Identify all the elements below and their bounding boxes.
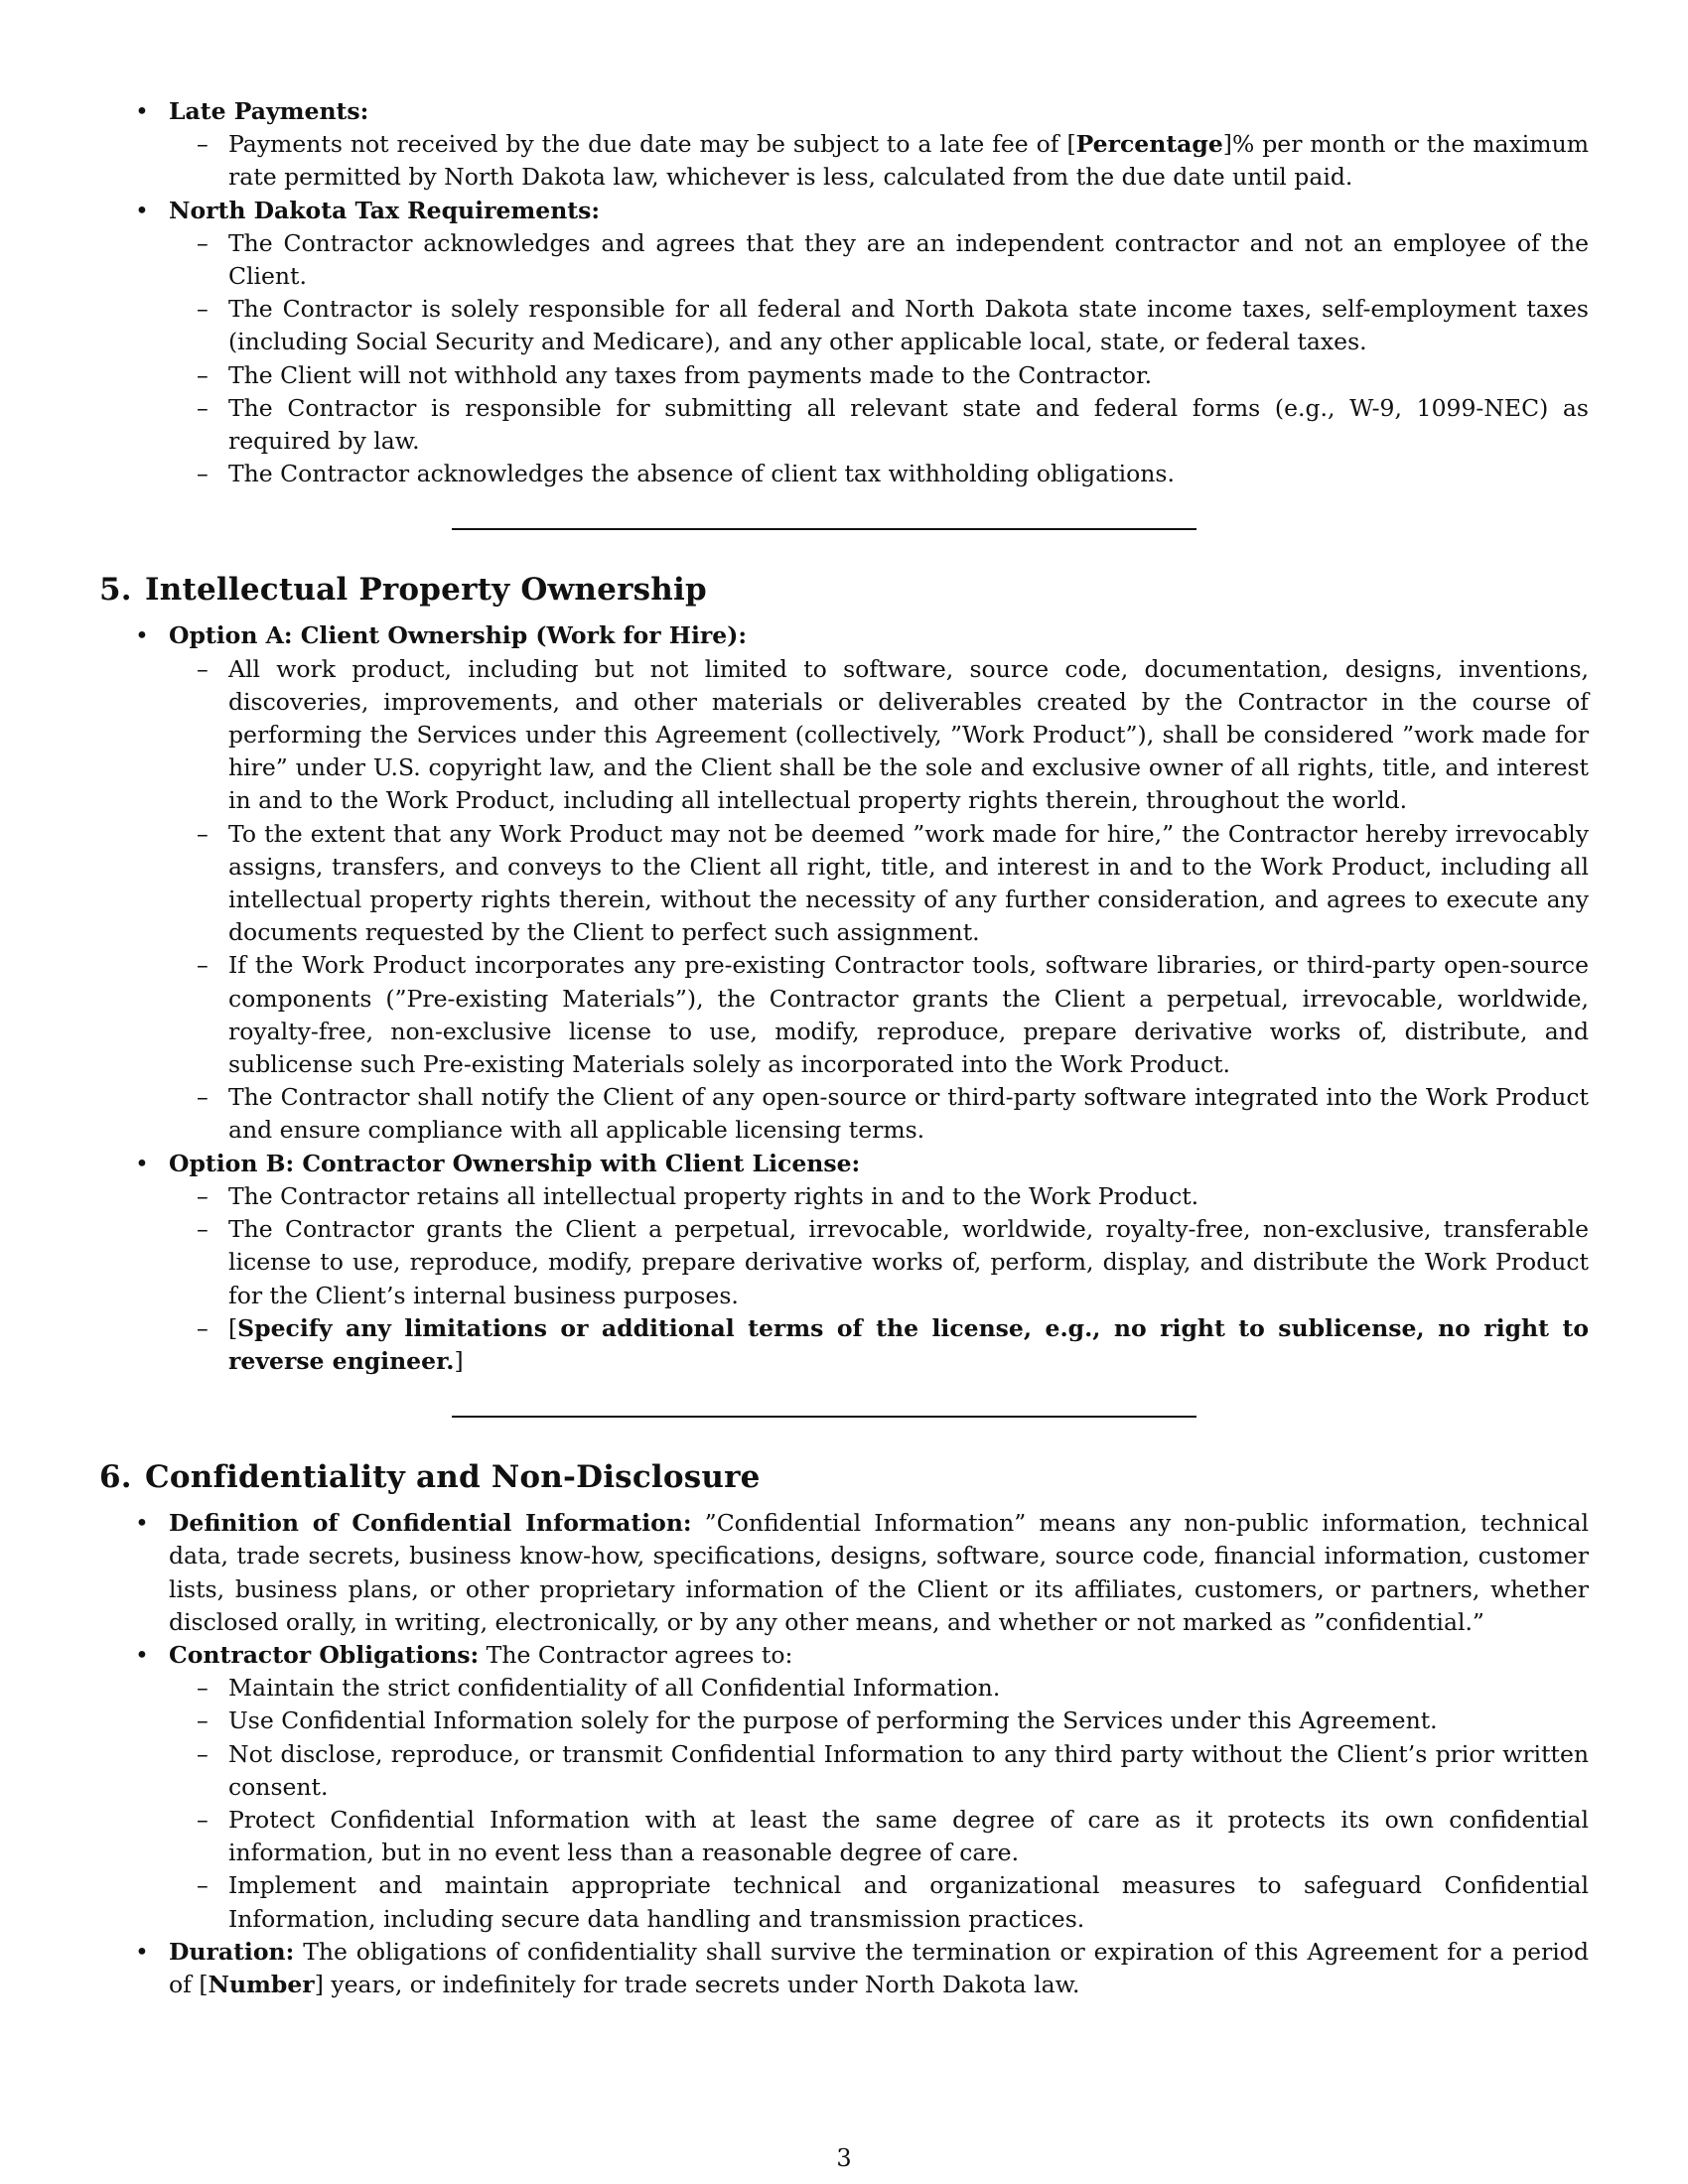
section-6-list (99, 1507, 1589, 2001)
tax-clause: – The Client will not withhold any taxes from payments made to the Contractor. (99, 359, 1589, 392)
late-payments-item (99, 95, 1589, 195)
option-a-clause: – The Contractor shall notify the Client of any open-source or third-party software integrated into the Work Product and ensure compliance with all applicable licensing terms. (99, 1081, 1589, 1147)
definition-heading: Definition of Confidential Information: (169, 1509, 692, 1538)
obligations-item: • Contractor Obligations: The Contractor agrees to: – Maintain the strict confidentiality of all Confidential Information. – Use Confidential Information solely for the purpose of performing the Services under this Agreement. – Not disclose, reproduce, or transmit Confidential Information to any third party without the Client’s prior written consent. – Protect Confidential Information with at least the same degree of care as it protects its own confidential information, but in no event less than a reasonable degree of care. – Implement and maintain appropriate technical and organizational measures to safeguard Confidential Information, including secure data handling and transmission practices. (99, 1639, 1589, 1936)
section-5-list (99, 619, 1589, 1378)
section-6-heading: 6. Confidentiality and Non-Disclosure (99, 1459, 761, 1496)
tax-clause: – The Contractor is responsible for submitting all relevant state and federal forms (e.g., W-9, 1099-NEC) as required by law. (99, 392, 1589, 458)
tax-clause: – The Contractor acknowledges the absence of client tax withholding obligations. (99, 458, 1589, 490)
obligation-clause: – Implement and maintain appropriate technical and organizational measures to safeguard Confidential Information, including secure data handling and transmission practices. (99, 1869, 1589, 1935)
section-4-continued (99, 95, 1589, 490)
definition-item: • Definition of Confidential Information: ”Confidential Information” means any non-public information, technical data, trade secrets, business know-how, specifications, designs, software, source code, financial information, customer lists, business plans, or other proprietary information of the Client or its affiliates, customers, or partners, whether disclosed orally, in writing, electronically, or by any other means, and whether or not marked as ”confidential.” (99, 1507, 1589, 1639)
obligation-clause: – Maintain the strict confidentiality of all Confidential Information. (99, 1672, 1589, 1705)
obligation-clause: – Use Confidential Information solely for the purpose of performing the Services under this Agreement. (99, 1705, 1589, 1737)
obligations-heading: Contractor Obligations: (169, 1640, 480, 1669)
duration-heading: Duration: (169, 1937, 295, 1966)
section-divider (452, 1416, 1196, 1418)
option-b-placeholder-clause: – [Specify any limitations or additional terms of the license, e.g., no right to sublicense, no right to reverse engineer.] (99, 1312, 1589, 1378)
tax-clause: – The Contractor acknowledges and agrees that they are an independent contractor and not an employee of the Client. (99, 227, 1589, 293)
option-b-heading: Option B: Contractor Ownership with Client License: (169, 1149, 861, 1177)
percentage-placeholder: Percentage (1075, 130, 1223, 159)
option-b-clause: – The Contractor retains all intellectual property rights in and to the Work Product. (99, 1180, 1589, 1213)
section-divider (452, 528, 1196, 530)
document-page (99, 95, 1589, 2001)
option-b-item (99, 1148, 1589, 1378)
tax-requirements-item (99, 195, 1589, 491)
number-placeholder: Number (208, 1970, 315, 1998)
obligation-clause: – Not disclose, reproduce, or transmit Confidential Information to any third party without the Client’s prior written consent. (99, 1738, 1589, 1804)
option-b-clause: – The Contractor grants the Client a perpetual, irrevocable, worldwide, royalty-free, non-exclusive, transferable license to use, reproduce, modify, prepare derivative works of, perform, display, and distribute the Work Product for the Client’s internal business purposes. (99, 1213, 1589, 1312)
option-a-item (99, 619, 1589, 1147)
obligation-clause: – Protect Confidential Information with at least the same degree of care as it protects its own confidential information, but in no event less than a reasonable degree of care. (99, 1804, 1589, 1869)
option-a-clause: – If the Work Product incorporates any pre-existing Contractor tools, software libraries, or third-party open-source components (”Pre-existing Materials”), the Contractor grants the Client a perpetual, irrevocable, worldwide, royalty-free, non-exclusive license to use, modify, reproduce, prepare derivative works of, distribute, and sublicense such Pre-existing Materials solely as incorporated into the Work Product. (99, 949, 1589, 1081)
option-a-clause: – To the extent that any Work Product may not be deemed ”work made for hire,” the Contractor hereby irrevocably assigns, transfers, and conveys to the Client all right, title, and interest in and to the Work Product, including all intellectual property rights therein, without the necessity of any further consideration, and agrees to execute any documents requested by the Client to perfect such assignment. (99, 818, 1589, 950)
option-a-heading: Option A: Client Ownership (Work for Hire): (169, 621, 748, 650)
duration-item: • Duration: The obligations of confidentiality shall survive the termination or expiration of this Agreement for a period of [Number] years, or indefinitely for trade secrets under North Dakota law. (99, 1936, 1589, 2001)
tax-clause: – The Contractor is solely responsible for all federal and North Dakota state income taxes, self-employment taxes (including Social Security and Medicare), and any other applicable local, state, or federal taxes. (99, 293, 1589, 358)
option-a-clause: – All work product, including but not limited to software, source code, documentation, designs, inventions, discoveries, improvements, and other materials or deliverables created by the Contractor in the course of performing the Services under this Agreement (collectively, ”Work Product”), shall be considered ”work made for hire” under U.S. copyright law, and the Client shall be the sole and exclusive owner of all rights, title, and interest in and to the Work Product, including all intellectual property rights therein, throughout the world. (99, 653, 1589, 818)
late-payments-heading: Late Payments: (169, 97, 369, 125)
page-number: 3 (836, 2144, 852, 2172)
section-5-heading: 5. Intellectual Property Ownership (99, 572, 707, 609)
late-payments-clause: – Payments not received by the due date may be subject to a late fee of [Percentage]% per month or the maximum rate permitted by North Dakota law, whichever is less, calculated from the due date until paid. (99, 128, 1589, 194)
tax-requirements-heading: North Dakota Tax Requirements: (169, 196, 601, 224)
